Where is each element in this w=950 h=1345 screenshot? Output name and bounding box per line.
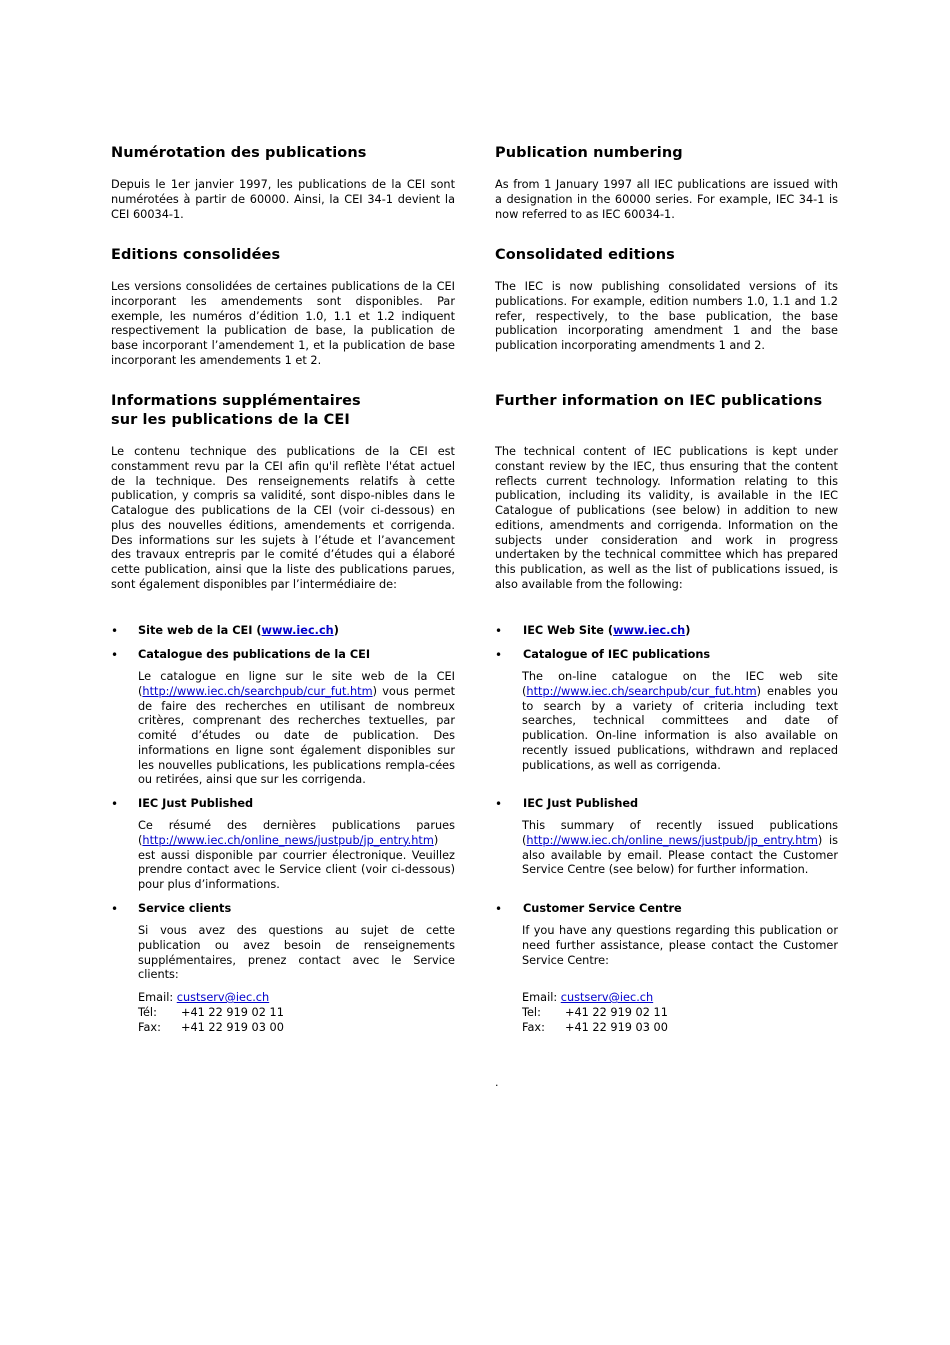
- tel-label-fr: Tél:: [138, 1006, 157, 1019]
- trailing-period: .: [495, 1076, 499, 1089]
- fax-label-fr: Fax:: [138, 1021, 161, 1034]
- catalogue-text-post-en: ) enables you to search by a variety of criteria including text searches, technical committees and date of publication. On-line information is also available on recently issued publications, withdrawn and replaced publications, as well as corrigenda.: [522, 684, 838, 772]
- bullet-service-en: Customer Service Centre: [523, 902, 682, 915]
- bullet-service-fr: Service clients: [138, 902, 232, 915]
- paragraph-further-fr: Le contenu technique des publications de la CEI est constamment revu par la CEI afin qu'il reflète l'état actuel de la technique. Des renseignements relatifs à cette publication, y compris sa validité, sont dispo-nibles dans le Catalogue des publications de la CEI (voir ci-dessous) en plus des nouvelles éditions, amendements et corrigenda. Des informations sur les sujets à l’étude et l’avancement des travaux entrepris par le comité d’études qui a élaboré cette publication, ainsi que la liste des publications parues, sont également disponibles par l’intermédiaire de:: [111, 445, 455, 591]
- website-close-en: ): [685, 624, 691, 637]
- bullet-just-published-fr: IEC Just Published: [138, 797, 254, 810]
- heading-further-en: Further information on IEC publications: [495, 393, 823, 409]
- email-label-en: Email:: [522, 991, 558, 1004]
- bullet-icon: •: [111, 902, 119, 916]
- email-label-fr: Email:: [138, 991, 174, 1004]
- bullet-icon: •: [111, 797, 119, 811]
- contact-fax-en: [522, 1020, 668, 1035]
- bullet-icon: •: [111, 624, 119, 638]
- bullet-icon: •: [495, 797, 503, 811]
- contact-email-en: [522, 990, 653, 1005]
- tel-label-en: Tel:: [522, 1006, 541, 1019]
- contact-fax-fr: [138, 1020, 284, 1035]
- bullet-icon: •: [495, 902, 503, 916]
- catalogue-text-pre-en: The on-line catalogue on the IEC web site (: [522, 670, 838, 698]
- heading-numbering-fr: Numérotation des publications: [111, 145, 367, 161]
- jp-text-pre-en: This summary of recently issued publications (: [522, 819, 838, 847]
- paragraph-further-en: The technical content of IEC publications is kept under constant review by the IEC, thus ensuring that the content reflects current technology. Information relating to this publication, including its validity, is available in the IEC Catalogue of publications (see below) in addition to new editions, amendments and corrigenda. Information on the subjects under consideration and work in progress undertaken by the technical committee which has prepared this publication, as well as the list of publications issued, is also available from the following:: [495, 445, 838, 591]
- paragraph-numbering-fr: Depuis le 1er janvier 1997, les publications de la CEI sont numérotées à partir de 60000. Ainsi, la CEI 34-1 devient la CEI 60034-1.: [111, 178, 455, 221]
- jp-link-fr[interactable]: http://www.iec.ch/online_news/justpub/jp_entry.htm: [142, 833, 434, 847]
- heading-consolidated-fr: Editions consolidées: [111, 247, 281, 263]
- bullet-catalogue-en: Catalogue of IEC publications: [523, 648, 711, 661]
- paragraph-just-published-fr: [138, 819, 455, 893]
- paragraph-consolidated-en: The IEC is now publishing consolidated versions of its publications. For example, edition numbers 1.0, 1.1 and 1.2 refer, respectively, to the base publication, the base publication incorporating amendment 1 and the base publication incorporating amendments 1 and 2.: [495, 280, 838, 352]
- fax-label-en: Fax:: [522, 1021, 545, 1034]
- tel-value-en: +41 22 919 02 11: [565, 1006, 668, 1019]
- contact-tel-fr: [138, 1005, 284, 1020]
- contact-tel-en: [522, 1005, 668, 1020]
- website-link-fr[interactable]: www.iec.ch: [261, 624, 334, 637]
- bullet-icon: •: [111, 648, 119, 662]
- jp-text-pre-fr: Ce résumé des dernières publications parues (: [138, 819, 455, 847]
- jp-text-post-fr: ) est aussi disponible par courrier électronique. Veuillez prendre contact avec le Service client (voir ci-dessous) pour plus d’informations.: [138, 833, 455, 891]
- catalogue-text-pre-fr: Le catalogue en ligne sur le site web de la CEI (: [138, 670, 455, 698]
- paragraph-service-en: If you have any questions regarding this publication or need further assistance, please contact the Customer Service Centre:: [522, 924, 838, 967]
- paragraph-consolidated-fr: Les versions consolidées de certaines publications de la CEI incorporant les amendements sont disponibles. Par exemple, les numéros d’édition 1.0, 1.1 et 1.2 indiquent respectivement la publication de base, la publication de base incorporant l’amendement 1, et la publication de base incorporant les amendements 1 et 2.: [111, 280, 455, 367]
- heading-further-fr-line1: Informations supplémentaires: [111, 393, 361, 409]
- jp-text-post-en: ) is also available by email. Please contact the Customer Service Centre (see below) for further information.: [522, 833, 838, 877]
- bullet-icon: •: [495, 648, 503, 662]
- paragraph-service-fr: Si vous avez des questions au sujet de cette publication ou avez besoin de renseignements supplémentaires, prenez contact avec le Service clients:: [138, 924, 455, 982]
- website-label-en: IEC Web Site (: [523, 624, 614, 637]
- heading-consolidated-en: Consolidated editions: [495, 247, 675, 263]
- heading-numbering-en: Publication numbering: [495, 145, 683, 161]
- heading-further-fr: [111, 392, 361, 430]
- website-label-fr: Site web de la CEI (: [138, 624, 262, 637]
- bullet-website-fr: [138, 624, 339, 638]
- bullet-just-published-en: IEC Just Published: [523, 797, 639, 810]
- tel-value-fr: +41 22 919 02 11: [181, 1006, 284, 1019]
- heading-further-fr-line2: sur les publications de la CEI: [111, 412, 350, 428]
- paragraph-catalogue-fr: [138, 670, 455, 788]
- paragraph-catalogue-en: [522, 670, 838, 773]
- bullet-icon: •: [495, 624, 503, 638]
- catalogue-text-post-fr: ) vous permet de faire des recherches en utilisant de nombreux critères, comprenant des recherches textuelles, par comité d’études ou date de publication. Des informations en ligne sont également disponibles sur les nouvelles publications, les publications rempla-cées ou retirées, ainsi que sur les corrigenda.: [138, 684, 455, 787]
- jp-link-en[interactable]: http://www.iec.ch/online_news/justpub/jp_entry.htm: [526, 833, 818, 847]
- bullet-catalogue-fr: Catalogue des publications de la CEI: [138, 648, 371, 661]
- website-link-en[interactable]: www.iec.ch: [613, 624, 686, 637]
- catalogue-link-fr[interactable]: http://www.iec.ch/searchpub/cur_fut.htm: [142, 684, 373, 698]
- fax-value-fr: +41 22 919 03 00: [181, 1021, 284, 1034]
- fax-value-en: +41 22 919 03 00: [565, 1021, 668, 1034]
- email-link-en[interactable]: custserv@iec.ch: [560, 991, 654, 1004]
- email-link-fr[interactable]: custserv@iec.ch: [176, 991, 270, 1004]
- paragraph-numbering-en: As from 1 January 1997 all IEC publications are issued with a designation in the 60000 series. For example, IEC 34-1 is now referred to as IEC 60034-1.: [495, 178, 838, 221]
- bullet-website-en: [523, 624, 690, 638]
- catalogue-link-en[interactable]: http://www.iec.ch/searchpub/cur_fut.htm: [526, 684, 757, 698]
- contact-email-fr: [138, 990, 269, 1005]
- website-close-fr: ): [333, 624, 339, 637]
- paragraph-just-published-en: [522, 819, 838, 878]
